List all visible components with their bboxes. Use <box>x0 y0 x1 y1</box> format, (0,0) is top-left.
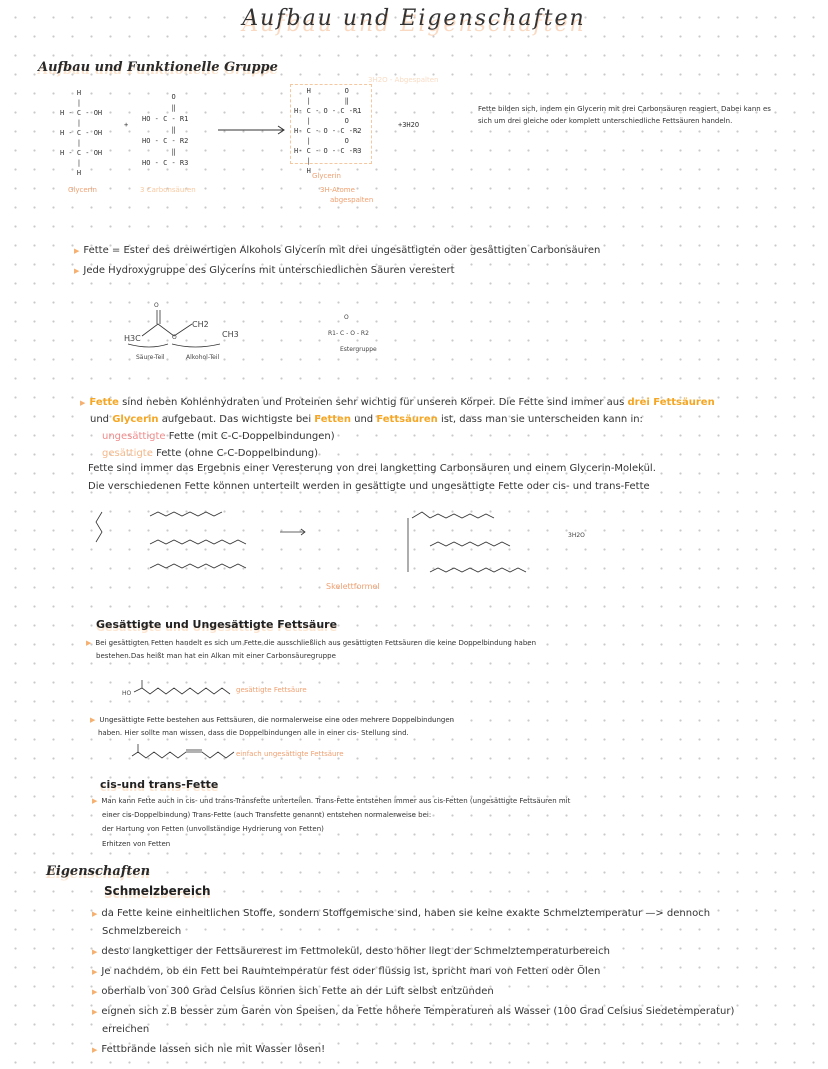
label-h-atoms: 3H-Atome <box>320 186 355 194</box>
saturated-text-line-2: bestehen.Das heißt man hat ein Alkan mit einer Carbonsäuregruppe <box>96 652 336 660</box>
section-heading-eigenschaften: Eigenschaften <box>46 864 151 879</box>
para-line-3 <box>102 428 335 446</box>
ester-ch3: CH3 <box>222 330 239 339</box>
ester-group-formula: R1- C - O - R2 <box>328 330 369 337</box>
property-bullet-3: ▶ Je nachdem, ob ein Fett bei Raumtemperatur fest oder flüssig ist, spricht man von Fetten oder Ölen <box>92 963 600 981</box>
text: und <box>350 414 377 425</box>
para-line-1 <box>80 394 715 412</box>
property-bullet-4: ▶ oberhalb von 300 Grad Celsius können sich Fette an der Luft selbst entzünden <box>92 983 494 1001</box>
text: Fette (mit C-C-Doppelbindungen) <box>165 431 335 442</box>
term-glycerin: Glycerin <box>112 414 159 425</box>
para-line-6: Die verschiedenen Fette können unterteilt werden in gesättigte und ungesättigte Fette oder cis- und trans-Fette <box>88 481 650 492</box>
property-bullet-6: ▶ Fettbrände lassen sich nie mit Wasser lösen! <box>92 1041 325 1059</box>
section-heading-cis-trans: cis-und trans-Fette <box>100 778 219 791</box>
text: sind neben Kohlenhydraten und Proteinen sehr wichtig für unseren Körper. Die Fette sind immer aus <box>118 397 628 408</box>
carbonic-acids-formula: O ‖ HO - C - R1 ‖ HO - C - R2 ‖ HO - C - R3 <box>142 93 189 167</box>
subheading-schmelzbereich: Schmelzbereich <box>104 884 211 898</box>
unsaturated-fatty-acid-diagram <box>124 742 244 762</box>
description-line-2: sich um drei gleiche oder komplett unterschiedliche Fettsäuren handeln. <box>478 117 733 125</box>
ester-group-label: Estergruppe <box>340 346 377 353</box>
saturated-text-line-1: ▶ Bei gesättigten Fetten handelt es sich um Fette die ausschließlich aus gesättigten Fettsäuren die keine Doppelbindung haben <box>86 637 536 649</box>
term-ungesaettigte: ungesättigte <box>102 431 166 442</box>
section-heading-aufbau: Aufbau und Funktionelle Gruppe <box>38 60 278 75</box>
property-bullet-5-cont: erreichen <box>102 1024 150 1035</box>
plus-sign: + <box>124 121 129 129</box>
property-bullet-1-cont: Schmelzbereich <box>102 926 182 937</box>
term-fettsaeuren: Fettsäuren <box>376 414 438 425</box>
label-product-glycerin: Glycerin <box>312 172 341 180</box>
saturated-fatty-acid-diagram <box>124 678 244 698</box>
cis-trans-line-2: einer cis-Doppelbindung) Trans-Fette (auch Transfette genannt) entstehen normalerweise bei: <box>102 811 432 819</box>
ester-o-top: O <box>154 302 159 309</box>
property-bullet-2: ▶ desto langkettiger der Fettsäurerest im Fettmolekül, desto höher liegt der Schmelztemperaturbereich <box>92 943 610 961</box>
text: Fette (ohne C-C-Doppelbindung) <box>152 448 318 459</box>
section-heading-fettsaeure: Gesättigte und Ungesättigte Fettsäure <box>96 618 338 631</box>
term-fetten: Fetten <box>314 414 351 425</box>
ester-h3c: H3C <box>124 334 141 343</box>
cis-trans-line-4: Erhitzen von Fetten <box>102 840 171 848</box>
term-drei-fettsaeuren: drei Fettsäuren <box>627 397 715 408</box>
cis-trans-line-3: der Hartung von Fetten (unvollständige Hydrierung von Fetten) <box>102 825 324 833</box>
ester-o-mid: O <box>172 334 177 341</box>
skeleton-label: Skelettformel <box>326 582 380 591</box>
triglyceride-formula: H O | ‖ H- C - O - C -R1 | O H- C - O - C -R2 | O H- C - O - C -R3 | H <box>294 87 362 175</box>
label-carbonic-acids: 3 Carbonsäuren <box>140 186 196 194</box>
property-bullet-1: ▶ da Fette keine einheitlichen Stoffe, sondern Stoffgemische sind, haben sie keine exakte Schmelztemperatur —> dennoch <box>92 905 710 923</box>
text: und <box>90 414 113 425</box>
bullet-hydroxy-group: ▶ Jede Hydroxygruppe des Glycerins mit unterschiedlichen Säuren verestert <box>74 262 455 280</box>
unsaturated-label: einfach ungesättigte Fettsäure <box>236 750 344 758</box>
unsaturated-text-line-2: haben. Hier sollte man wissen, dass die Doppelbindungen alle in einer cis- Stellung sind. <box>98 729 409 737</box>
label-glycerin: Glycerin <box>68 186 97 194</box>
label-water-removed: 3H2O - Abgespalten <box>368 76 439 84</box>
cis-trans-line-1: ▶ Man kann Fette auch in cis- und trans-Transfette unterteilen. Trans-Fette entstehen immer aus cis-Fetten (ungesättigte Fettsäuren mit <box>92 795 570 807</box>
ester-ch2: CH2 <box>192 320 209 329</box>
term-fette: Fette <box>89 397 119 408</box>
alcohol-part-label: Alkohol-Teil <box>186 354 220 361</box>
description-line-1: Fette bilden sich, indem ein Glycerin mit drei Carbonsäuren reagiert. Dabei kann es <box>478 105 771 113</box>
para-line-2 <box>90 411 643 429</box>
unsaturated-text-line-1: ▶ Ungesättigte Fette bestehen aus Fettsäuren, die normalerweise eine oder mehrere Doppelbindungen <box>90 714 454 726</box>
reaction-arrow-icon <box>218 126 288 134</box>
property-bullet-5: ▶ eignen sich z.B besser zum Garen von Speisen, da Fette höhere Temperaturen als Wasser (100 Grad Celsius Siedetemperatur) <box>92 1003 734 1021</box>
ester-group-o: O <box>344 314 349 321</box>
skeleton-water: 3H2O <box>568 532 585 539</box>
term-gesaettigte: gesättigte <box>102 448 153 459</box>
text: aufgebaut. Das wichtigste bei <box>158 414 315 425</box>
water-product: +3H2O <box>398 121 420 129</box>
text: ist, dass man sie unterscheiden kann in: <box>437 414 643 425</box>
para-line-5: Fette sind immer das Ergebnis einer Veresterung von drei langketting Carbonsäuren und einem Glycerin-Molekül. <box>88 463 656 474</box>
label-abgespalten: abgespalten <box>330 196 374 204</box>
bullet-ester-definition: ▶ Fette = Ester des dreiwertigen Alkohols Glycerin mit drei ungesättigten oder gesättigten Carbonsäuren <box>74 242 600 260</box>
glycerin-formula: H | H - C - OH | H - C - OH | H - C - OH | H <box>60 89 103 177</box>
skeleton-formula-diagram <box>90 508 570 580</box>
saturated-label: gesättigte Fettsäure <box>236 686 307 694</box>
ho-label: HO <box>122 690 132 697</box>
page-title: Aufbau und Eigenschaften <box>242 6 586 31</box>
acid-part-label: Säure-Teil <box>136 354 165 361</box>
